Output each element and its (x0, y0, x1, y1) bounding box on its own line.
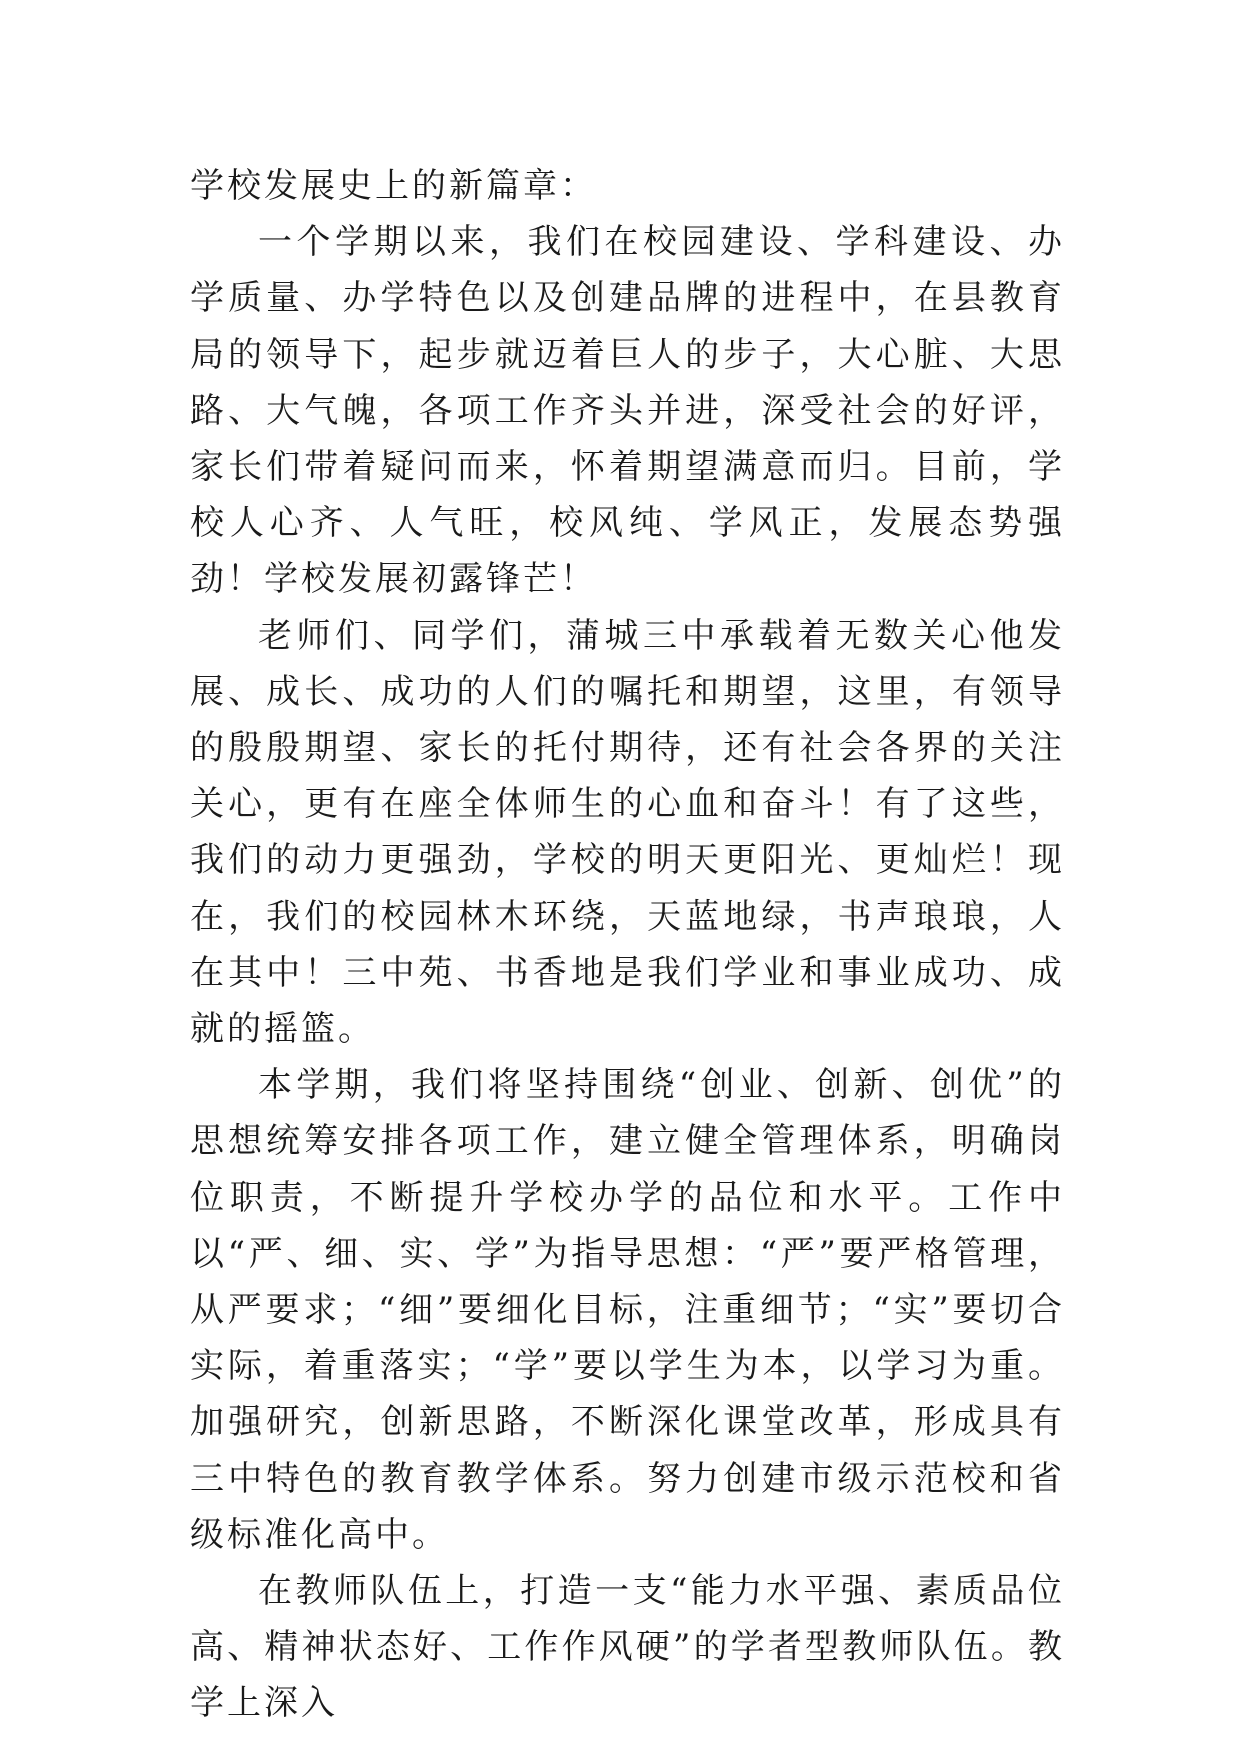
paragraph-teachers-students: 老师们、同学们，蒲城三中承载着无数关心他发展、成长、成功的人们的嘱托和期望，这里，有领导的殷殷期望、家长的托付期待，还有社会各界的关注关心，更有在座全体师生的心血和奋斗！有了这些，我们的动力更强劲，学校的明天更阳光、更灿烂！现在，我们的校园林木环绕，天蓝地绿，书声琅琅，人在其中！三中苑、书香地是我们学业和事业成功、成就的摇篮。 (190, 615, 1065, 1050)
paragraph-this-semester: 本学期，我们将坚持围绕“创业、创新、创优”的思想统筹安排各项工作，建立健全管理体系，明确岗位职责，不断提升学校办学的品位和水平。工作中以“严、细、实、学”为指导思想：“严”要严格管理，从严要求；“细”要细化目标，注重细节；“实”要切合实际，着重落实；“学”要以学生为本，以学习为重。加强研究，创新思路，不断深化课堂改革，形成具有三中特色的教育教学体系。努力创建市级示范校和省级标准化高中。 (190, 1065, 1065, 1555)
document-body (190, 158, 1065, 1732)
paragraph-semester-review: 一个学期以来，我们在校园建设、学科建设、办学质量、办学特色以及创建品牌的进程中，在县教育局的领导下，起步就迈着巨人的步子，大心脏、大思路、大气魄，各项工作齐头并进，深受社会的好评，家长们带着疑问而来，怀着期望满意而归。目前，学校人心齐、人气旺，校风纯、学风正，发展态势强劲！学校发展初露锋芒！ (190, 222, 1065, 600)
paragraph-teacher-team: 在教师队伍上，打造一支“能力水平强、素质品位高、精神状态好、工作作风硬”的学者型教师队伍。教学上深入 (190, 1571, 1065, 1724)
paragraph-continuation: 学校发展史上的新篇章： (190, 166, 597, 206)
